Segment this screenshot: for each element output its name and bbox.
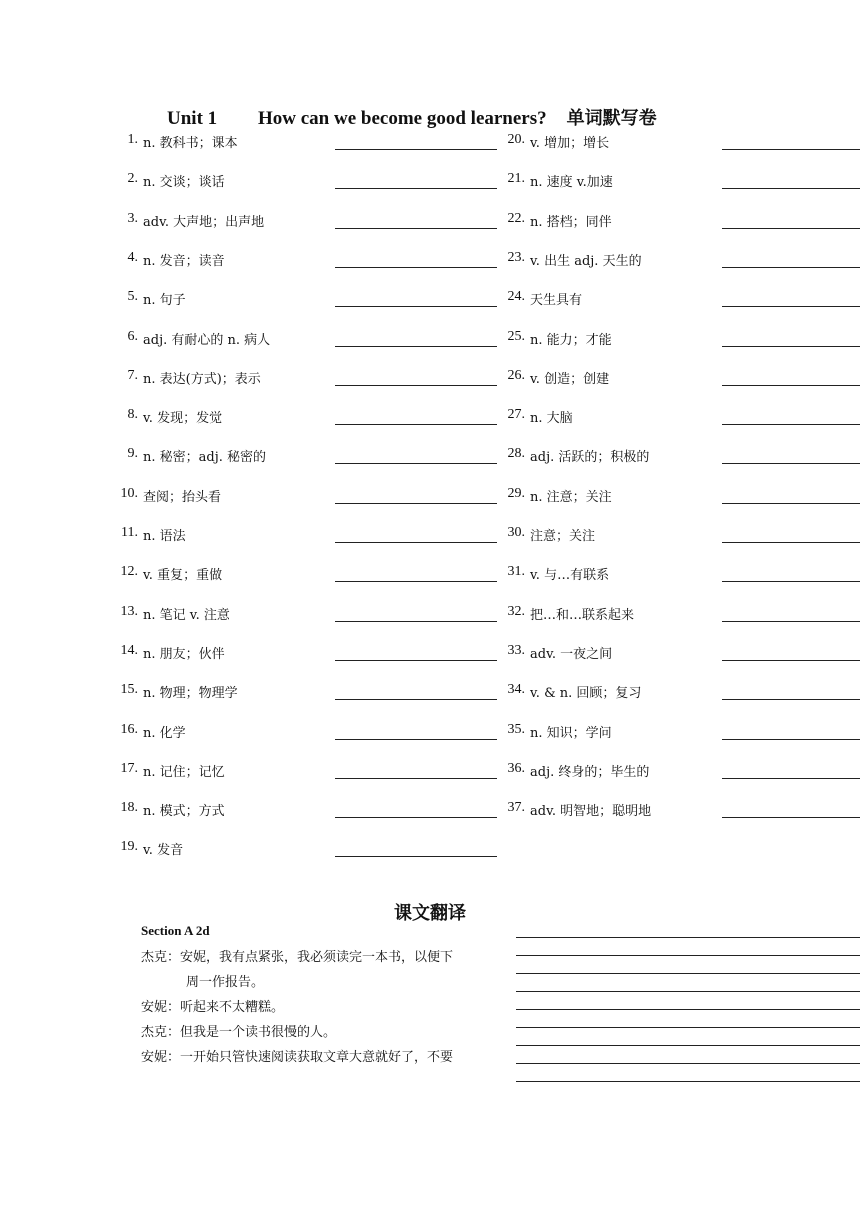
vocab-definition: n. 发音；读音 [143,253,225,269]
vocab-item [116,486,497,506]
vocab-item [503,171,860,191]
vocab-number: 7. [127,367,138,383]
answer-blank[interactable] [722,778,860,779]
answer-blank[interactable] [335,778,497,779]
answer-blank[interactable] [722,660,860,661]
vocab-item [116,564,497,584]
vocab-definition: adj. 终身的；毕生的 [530,764,650,780]
answer-blank[interactable] [335,621,497,622]
vocab-item [116,289,497,309]
vocab-definition: adv. 大声地；出声地 [143,214,265,230]
vocab-number: 1. [127,132,138,147]
unit-question: How can we become good learners? [258,108,547,129]
vocab-item [503,368,860,388]
vocab-definition: n. 速度 v.加速 [530,175,613,191]
answer-blank[interactable] [335,817,497,818]
vocab-number: 34. [507,682,525,698]
vocab-definition: v. 发现；发觉 [143,411,223,427]
answer-blank[interactable] [335,267,497,268]
answer-blank[interactable] [335,188,497,189]
answer-blank[interactable] [722,306,860,307]
vocab-number: 23. [507,249,525,265]
answer-blank[interactable] [335,739,497,740]
answer-blank[interactable] [335,346,497,347]
vocab-item [116,211,497,231]
answer-blank[interactable] [335,306,497,307]
dialogue-line: 杰克：安妮，我有点紧张，我必须读完一本书，以便下 [141,950,454,965]
vocab-item [503,250,860,270]
answer-blank[interactable] [335,503,497,504]
vocab-definition: adv. 明智地；聪明地 [530,804,652,820]
vocab-number: 6. [127,328,138,344]
answer-blank[interactable] [335,228,497,229]
vocab-definition: 查阅；抬头看 [143,489,222,505]
vocab-item [116,761,497,781]
vocab-item [116,368,497,388]
vocab-number: 21. [507,171,525,187]
vocab-item [503,800,860,820]
answer-line[interactable] [516,973,860,974]
vocab-definition: n. 表达(方式)；表示 [143,371,261,387]
vocab-definition: n. 化学 [143,725,186,741]
answer-blank[interactable] [722,385,860,386]
answer-blank[interactable] [722,424,860,425]
vocab-definition: v. 出生 adj. 天生的 [530,253,642,269]
vocab-item [503,486,860,506]
answer-line[interactable] [516,1045,860,1046]
vocab-item [503,407,860,427]
translation-heading: 课文翻译 [394,903,466,924]
vocab-definition: n. 句子 [143,293,186,309]
vocab-definition: 把…和…联系起来 [530,607,635,623]
vocab-number: 13. [120,603,138,619]
answer-line[interactable] [516,1009,860,1010]
vocab-number: 33. [507,642,525,658]
vocab-item [116,171,497,191]
vocab-item [116,604,497,624]
vocab-item [503,564,860,584]
answer-blank[interactable] [335,385,497,386]
answer-blank[interactable] [722,503,860,504]
answer-blank[interactable] [722,463,860,464]
vocab-definition: n. 注意；关注 [530,489,612,505]
vocab-definition: v. 创造；创建 [530,371,610,387]
vocab-number: 30. [507,525,525,540]
answer-blank[interactable] [335,149,497,150]
dialogue-line: 周一作报告。 [186,975,265,990]
vocab-number: 2. [127,171,138,187]
answer-blank[interactable] [722,267,860,268]
vocab-number: 9. [127,446,138,462]
vocab-number: 32. [507,603,525,619]
section-label: Section A 2d [141,923,210,938]
vocab-definition: n. 能力；才能 [530,332,612,348]
vocab-number: 18. [120,800,138,816]
vocab-number: 16. [120,721,138,737]
vocab-number: 20. [507,132,525,147]
answer-blank[interactable] [335,463,497,464]
vocab-number: 3. [127,210,138,226]
vocab-number: 35. [507,721,525,737]
vocab-item [503,525,860,545]
vocab-item [116,525,497,545]
vocab-number: 15. [120,682,138,698]
answer-blank[interactable] [722,188,860,189]
vocab-number: 5. [127,289,138,305]
vocab-number: 27. [507,407,525,423]
vocab-number: 19. [120,839,138,855]
vocab-item [503,446,860,466]
dialogue-text [141,947,506,1072]
vocab-definition: n. 知识；学问 [530,725,612,741]
vocab-definition: v. 重复；重做 [143,568,223,584]
vocab-definition: v. 与…有联系 [530,568,610,584]
vocab-number: 12. [120,564,138,580]
vocab-number: 25. [507,328,525,344]
unit-label: Unit 1 [167,108,218,129]
vocab-number: 37. [507,800,525,816]
vocab-definition: 天生具有 [530,293,583,309]
vocab-number: 22. [507,210,525,226]
answer-blank[interactable] [722,581,860,582]
vocab-item [503,643,860,663]
answer-blank[interactable] [722,699,860,700]
translation-answer-lines [516,937,860,1099]
vocab-item [116,446,497,466]
answer-line[interactable] [516,955,860,956]
vocab-definition: n. 秘密；adj. 秘密的 [143,450,267,466]
vocab-item [503,289,860,309]
vocab-item [116,132,497,152]
vocab-number: 31. [507,564,525,580]
answer-line[interactable] [516,1027,860,1028]
answer-blank[interactable] [722,149,860,150]
vocab-definition: n. 朋友；伙伴 [143,646,225,662]
vocab-number: 28. [507,446,525,462]
answer-blank[interactable] [722,542,860,543]
answer-blank[interactable] [335,424,497,425]
vocab-number: 11. [121,525,138,540]
vocab-number: 14. [120,642,138,658]
dialogue-line: 安妮：一开始只管快速阅读获取文章大意就好了，不要 [141,1050,454,1065]
vocab-definition: v. & n. 回顾；复习 [530,686,642,702]
vocab-definition: n. 模式；方式 [143,804,225,820]
vocab-item [503,682,860,702]
vocab-definition: n. 大脑 [530,411,573,427]
vocab-item [503,132,860,152]
vocab-item [116,682,497,702]
vocab-definition: n. 物理；物理学 [143,686,238,702]
answer-line[interactable] [516,991,860,992]
answer-blank[interactable] [335,660,497,661]
vocab-definition: 注意；关注 [530,529,596,544]
answer-blank[interactable] [335,856,497,857]
vocab-definition: n. 笔记 v. 注意 [143,607,230,623]
answer-line[interactable] [516,1063,860,1064]
vocab-definition: adj. 有耐心的 n. 病人 [143,332,271,348]
vocab-item [503,211,860,231]
vocab-number: 36. [507,760,525,776]
dialogue-line: 安妮：听起来不太糟糕。 [141,1000,285,1015]
vocab-number: 29. [507,485,525,501]
vocab-definition: v. 增加；增长 [530,136,610,151]
vocab-definition: n. 记住；记忆 [143,764,225,780]
answer-blank[interactable] [335,699,497,700]
answer-line[interactable] [516,937,860,938]
answer-line[interactable] [516,1081,860,1082]
vocab-definition: v. 发音 [143,843,184,859]
vocab-number: 8. [127,407,138,423]
answer-blank[interactable] [722,739,860,740]
answer-blank[interactable] [335,581,497,582]
page-title [167,104,657,130]
vocab-number: 10. [120,485,138,501]
vocab-definition: adj. 活跃的；积极的 [530,450,650,466]
answer-blank[interactable] [722,228,860,229]
vocab-item [116,800,497,820]
vocab-item [116,722,497,742]
vocab-item [503,761,860,781]
vocab-item [116,839,497,859]
answer-blank[interactable] [722,621,860,622]
vocab-item [116,250,497,270]
vocab-definition: n. 语法 [143,529,186,544]
vocab-item [503,329,860,349]
vocab-item [503,722,860,742]
vocab-item [116,407,497,427]
vocab-number: 17. [120,760,138,776]
paper-type: 单词默写卷 [566,108,657,129]
dialogue-line: 杰克：但我是一个读书很慢的人。 [141,1025,337,1040]
vocab-definition: n. 教科书；课本 [143,136,238,151]
answer-blank[interactable] [722,346,860,347]
vocab-number: 26. [507,367,525,383]
vocab-definition: n. 交谈；谈话 [143,175,225,191]
vocab-definition: adv. 一夜之间 [530,646,613,662]
vocab-number: 4. [127,249,138,265]
vocab-item [116,329,497,349]
answer-blank[interactable] [335,542,497,543]
vocab-item [116,643,497,663]
answer-blank[interactable] [722,817,860,818]
vocab-item [503,604,860,624]
vocab-definition: n. 搭档；同伴 [530,214,612,230]
vocab-number: 24. [507,289,525,305]
